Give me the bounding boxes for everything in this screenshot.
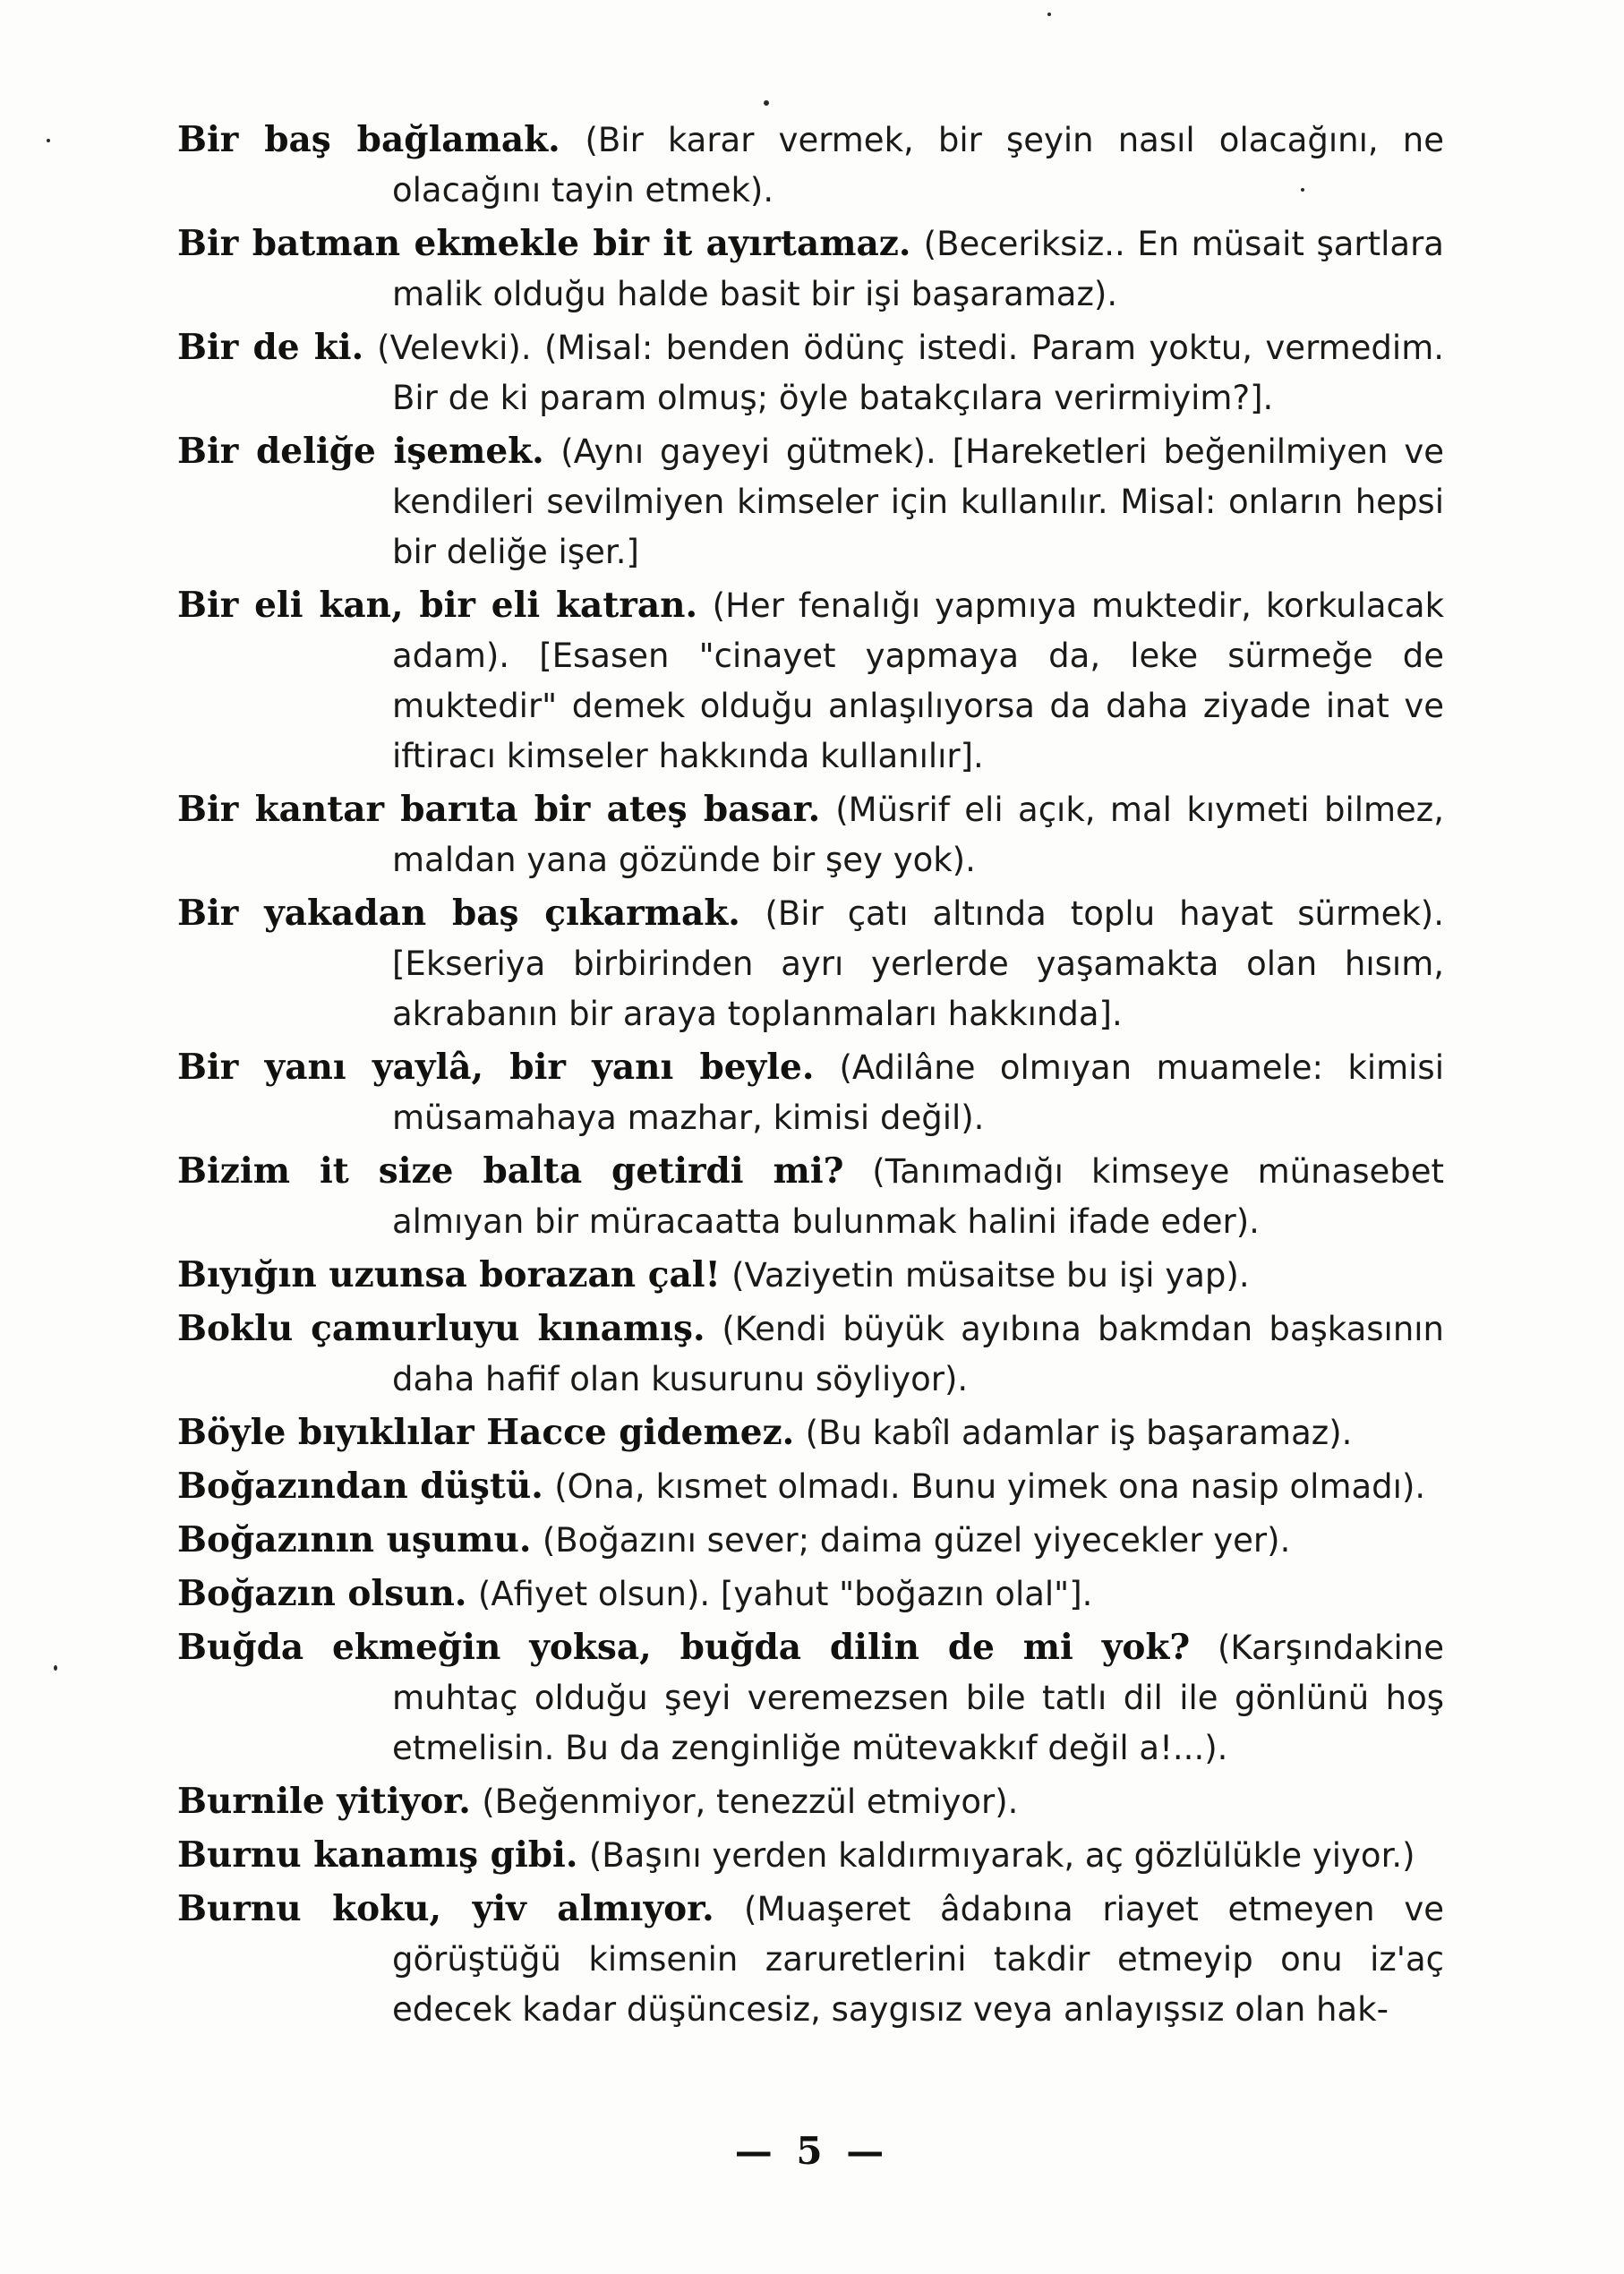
- entry-headword: Boğazının uşumu.: [177, 1519, 532, 1560]
- entry-headword: Burnu kanamış gibi.: [177, 1834, 578, 1876]
- entry-definition: (Beğenmiyor, tenezzül etmiyor).: [482, 1782, 1019, 1821]
- entry-definition: (Bir karar vermek, bir şeyin nasıl olacağını, ne olacağını tayin etmek).: [392, 121, 1444, 209]
- entry-definition: (Ona, kısmet olmadı. Bunu yimek ona nasip olmadı).: [554, 1467, 1426, 1506]
- dictionary-entry: [177, 1461, 1444, 1512]
- entry-headword: Bir kantar barıta bir ateş basar.: [177, 789, 821, 830]
- entry-headword: Bir batman ekmekle bir it ayırtamaz.: [177, 223, 911, 264]
- entry-headword: Burnu koku, yiv almıyor.: [177, 1888, 714, 1929]
- entry-headword: Bir eli kan, bir eli katran.: [177, 585, 698, 626]
- entry-definition: (Her fenalığı yapmıya muktedir, korkulacak adam). [Esasen "cinayet yapmaya da, leke sürmeğe de muktedir" demek olduğu anlaşılıyorsa da daha ziyade inat ve iftiracı kimseler hakkında kullanılır].: [392, 586, 1444, 775]
- ink-speck: [54, 1665, 57, 1671]
- entry-definition: (Velevki). (Misal: benden ödünç istedi. Param yoktu, vermedim. Bir de ki param olmuş; öyle batakçılara verirmiyim?].: [377, 329, 1445, 417]
- entry-definition: (Tanımadığı kimseye münasebet almıyan bir müracaatta bulunmak halini ifade eder).: [392, 1152, 1444, 1241]
- entry-definition: (Afiyet olsun). [yahut "boğazın olal"].: [477, 1575, 1093, 1613]
- entry-definition: (Karşındakine muhtaç olduğu şeyi veremezsen bile tatlı dil ile gönlünü hoş etmelisin. Bu da zenginliğe mütevakkıf değil a!...).: [392, 1629, 1444, 1767]
- entry-headword: Bir yanı yaylâ, bir yanı beyle.: [177, 1047, 815, 1088]
- entry-definition: (Müsrif eli açık, mal kıymeti bilmez, maldan yana gözünde bir şey yok).: [392, 791, 1444, 879]
- entry-headword: Burnile yitiyor.: [177, 1781, 471, 1822]
- entry-definition: (Beceriksiz.. En müsait şartlara malik olduğu halde basit bir işi başaramaz).: [392, 225, 1444, 313]
- entry-definition: (Adilâne olmıyan muamele: kimisi müsamahaya mazhar, kimisi değil).: [392, 1048, 1444, 1137]
- entry-headword: Bir yakadan baş çıkarmak.: [177, 893, 740, 934]
- entry-headword: Boklu çamurluyu kınamış.: [177, 1308, 705, 1349]
- entry-definition: (Aynı gayeyi gütmek). [Hareketleri beğenilmiyen ve kendileri sevilmiyen kimseler için kullanılır. Misal: onların hepsi bir deliğe işer.]: [392, 432, 1444, 571]
- entry-headword: Böyle bıyıklılar Hacce gidemez.: [177, 1412, 795, 1453]
- dictionary-entry: [177, 426, 1444, 577]
- entry-headword: Bir de ki.: [177, 327, 364, 368]
- dictionary-entry: [177, 115, 1444, 216]
- ink-speck: [47, 139, 50, 142]
- dictionary-entries: [177, 115, 1444, 2035]
- dictionary-entry: [177, 218, 1444, 320]
- dictionary-entry: [177, 580, 1444, 782]
- entry-definition: (Boğazını sever; daima güzel yiyecekler yer).: [542, 1521, 1291, 1560]
- dictionary-entry: [177, 1146, 1444, 1247]
- dictionary-entry: [177, 1830, 1444, 1881]
- dictionary-entry: [177, 322, 1444, 423]
- entry-headword: Buğda ekmeğin yoksa, buğda dilin de mi yok?: [177, 1627, 1191, 1668]
- entry-definition: (Kendi büyük ayıbına bakmdan başkasının daha hafif olan kusurunu söyliyor).: [392, 1310, 1444, 1398]
- ink-speck: [1047, 13, 1051, 16]
- page-number: — 5 —: [734, 2129, 890, 2173]
- entry-definition: (Vaziyetin müsaitse bu işi yap).: [731, 1256, 1250, 1295]
- dictionary-entry: [177, 1304, 1444, 1405]
- entry-headword: Bizim it size balta getirdi mi?: [177, 1150, 844, 1192]
- entry-definition: (Başını yerden kaldırmıyarak, aç gözlülükle yiyor.): [588, 1836, 1415, 1875]
- dictionary-entry: [177, 888, 1444, 1039]
- entry-definition: (Muaşeret âdabına riayet etmeyen ve görüştüğü kimsenin zaruretlerini takdir etmeyip onu iz'aç edecek kadar düşüncesiz, saygısız veya anlayışsız olan hak-: [392, 1890, 1444, 2029]
- dictionary-entry: [177, 1250, 1444, 1301]
- entry-headword: Bir baş bağlamak.: [177, 119, 560, 160]
- dictionary-entry: [177, 1042, 1444, 1143]
- dictionary-entry: [177, 1622, 1444, 1774]
- entry-headword: Bir deliğe işemek.: [177, 431, 544, 472]
- dictionary-entry: [177, 1776, 1444, 1827]
- entry-definition: (Bu kabîl adamlar iş başaramaz).: [805, 1414, 1353, 1452]
- dictionary-entry: [177, 1407, 1444, 1458]
- dictionary-entry: [177, 1515, 1444, 1566]
- dictionary-entry: [177, 784, 1444, 885]
- entry-headword: Boğazın olsun.: [177, 1573, 467, 1614]
- entry-headword: Bıyığın uzunsa borazan çal!: [177, 1254, 721, 1295]
- dictionary-entry: [177, 1884, 1444, 2035]
- entry-headword: Boğazından düştü.: [177, 1466, 543, 1507]
- ink-speck: [764, 100, 769, 106]
- entry-definition: (Bir çatı altında toplu hayat sürmek). [Ekseriya birbirinden ayrı yerlerde yaşamakta olan hısım, akrabanın bir araya toplanmaları hakkında].: [392, 894, 1444, 1033]
- dictionary-entry: [177, 1569, 1444, 1620]
